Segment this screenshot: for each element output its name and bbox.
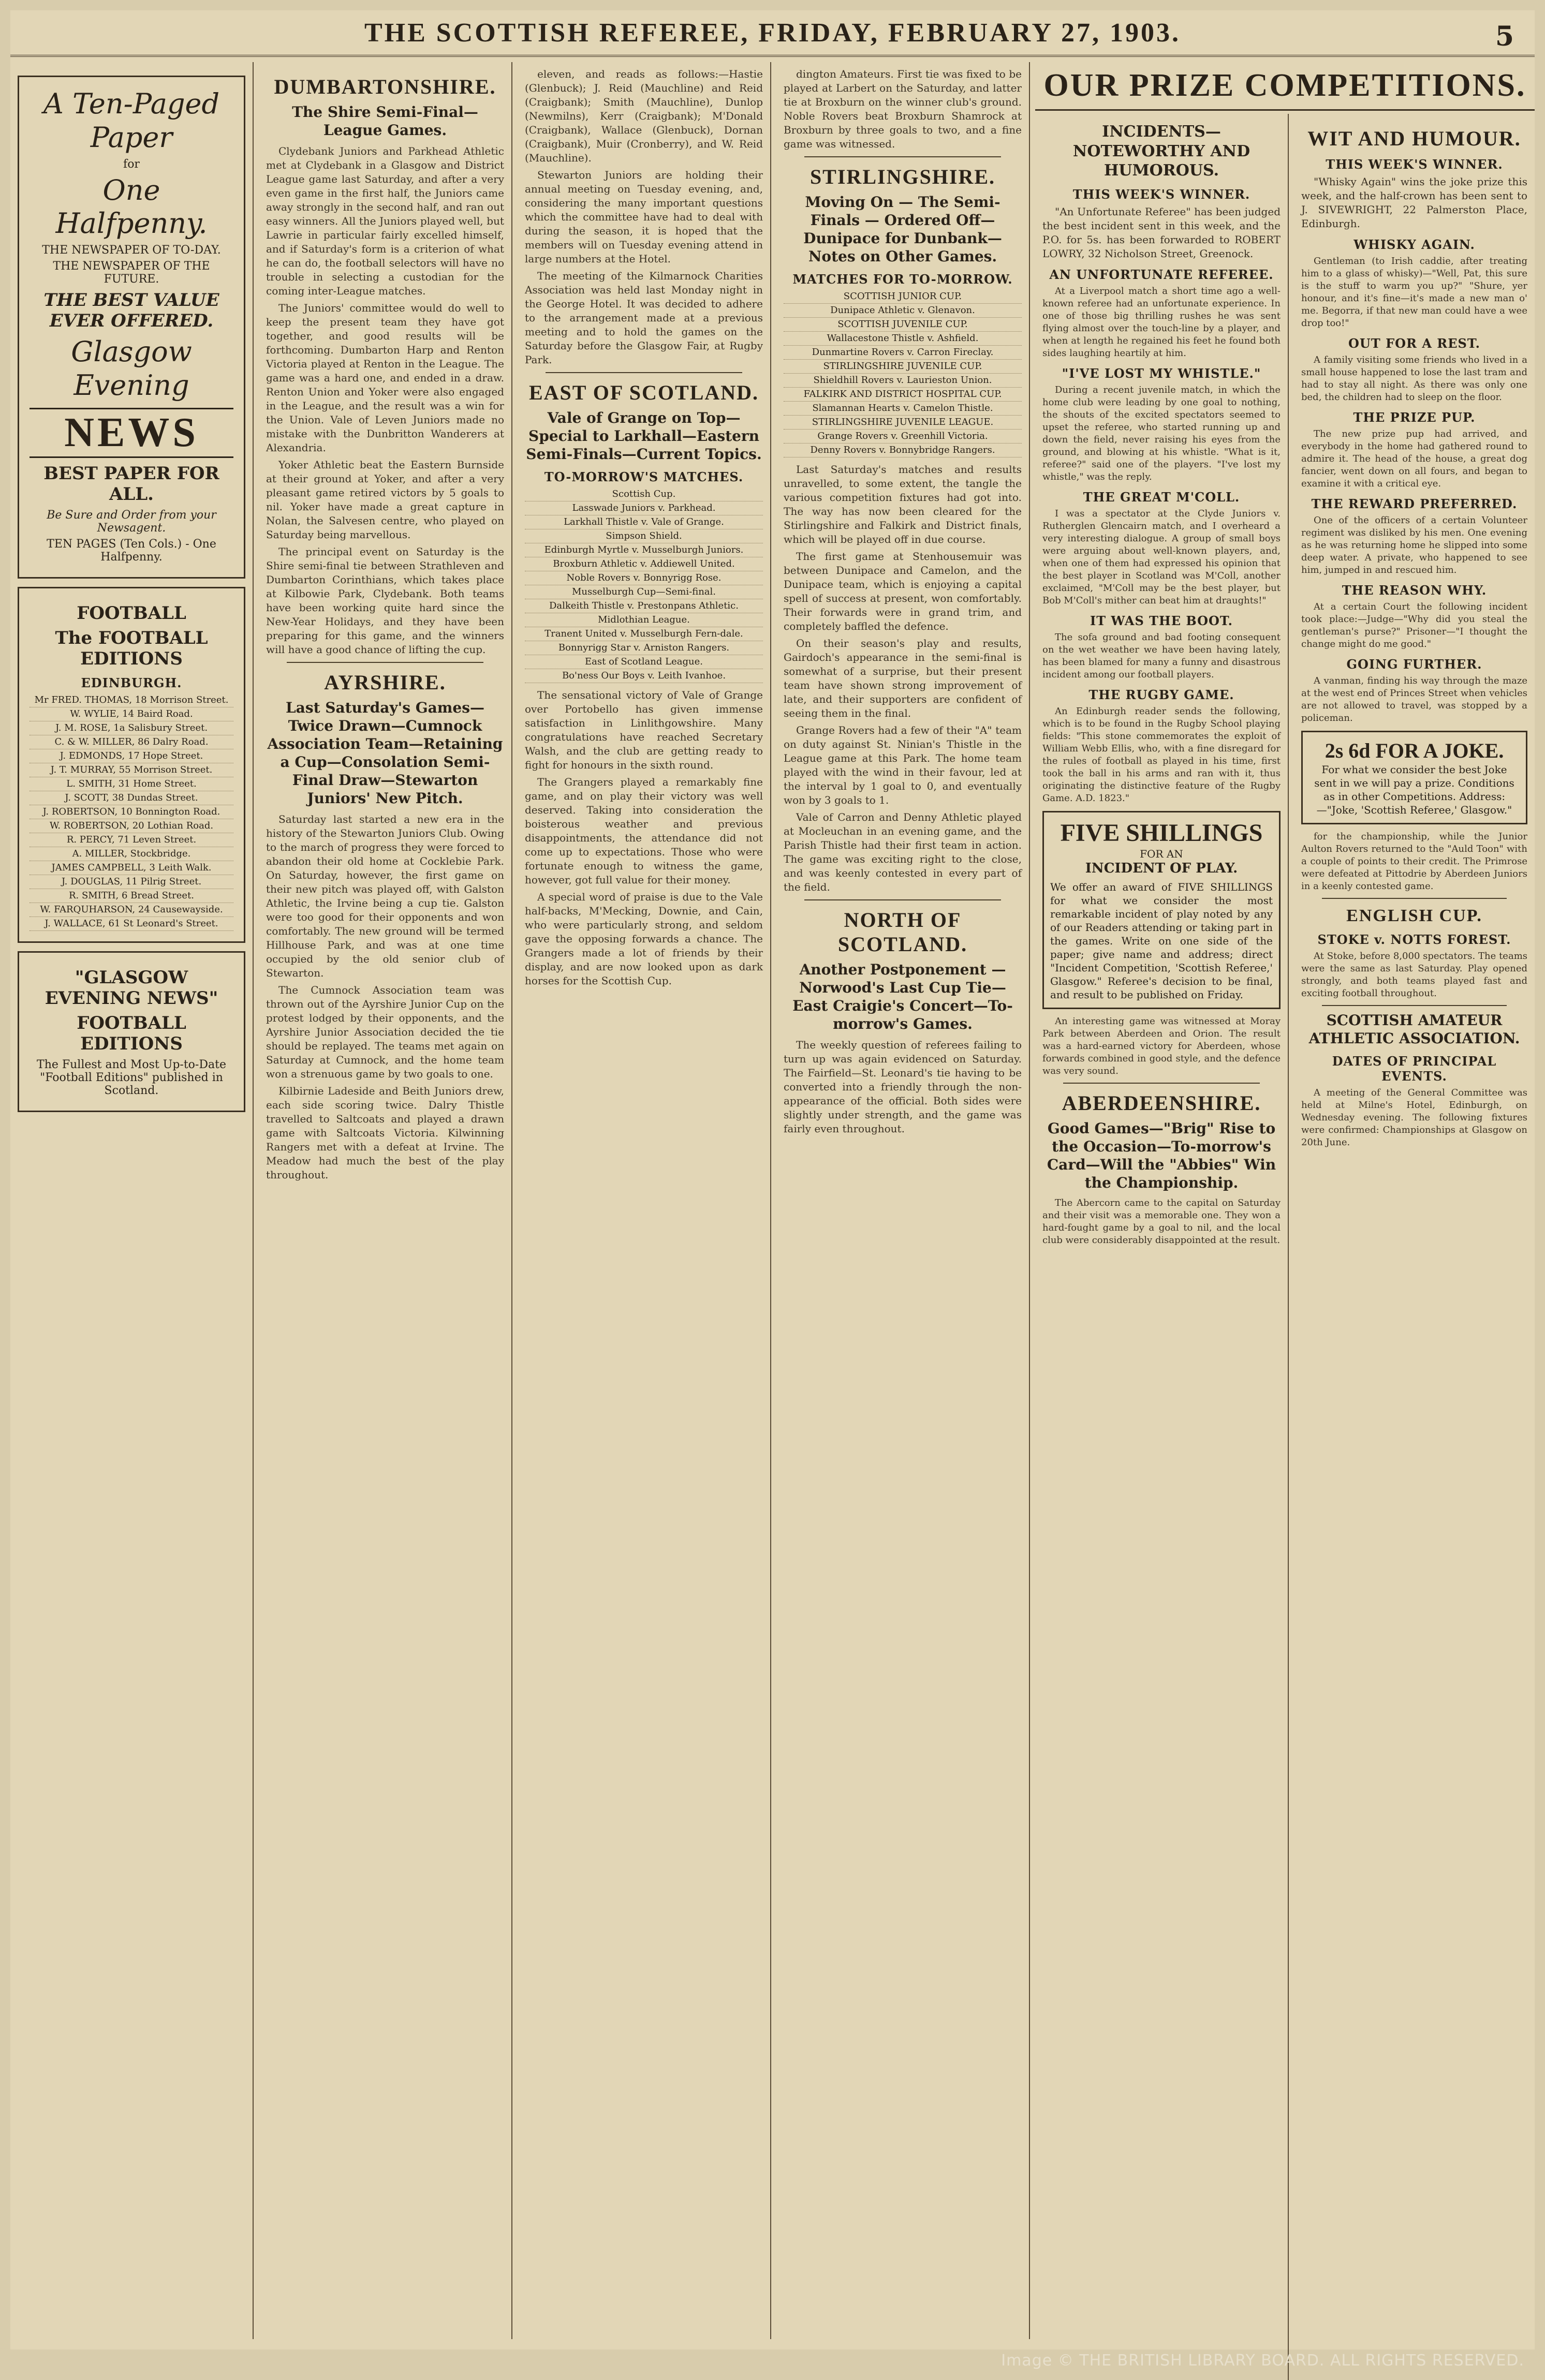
- ad-football-heading: The FOOTBALL EDITIONS: [55, 627, 208, 669]
- joke-heading: WHISKY AGAIN.: [1353, 237, 1475, 252]
- article-paragraph: Gentleman (to Irish caddie, after treating him to a glass of whisky)—"Well, Pat, this sure is the stuff to warm you up?" "Shure, yer honour, and it's fine—it's made a new man o' me. Begorra, if that new man could have a wee drop too!": [1301, 256, 1527, 329]
- section-heading-aberdeenshire: ABERDEENSHIRE.: [1062, 1091, 1261, 1115]
- ad-pages: TEN PAGES (Ten Cols.) - One Halfpenny.: [47, 537, 216, 564]
- article-paragraph: An Edinburgh reader sends the following, which is to be found in the Rugby School playing fields: "This stone commemorates the exploit of William Webb Ellis, who, with a fine disregard for the rules of football as played in his time, first took the ball in his arms and ran with it, thus originating the distinctive feature of the Rugby Game. A.D. 1823.": [1042, 705, 1281, 804]
- fixture-item: FALKIRK AND DISTRICT HOSPITAL CUP.: [784, 388, 1022, 402]
- events-heading: DATES OF PRINCIPAL EVENTS.: [1332, 1054, 1497, 1084]
- article-paragraph: I was a spectator at the Clyde Juniors v. Rutherglen Glencairn match, and I overheard a very interesting dialogue. A group of small boys were arguing about well-known players, and, when one of them had expressed his opinion that the best player in Scotland was M'Coll, another exclaimed, "M'Coll may be the best player, but Bob M'Coll's mither can beat him at draughts!": [1042, 508, 1281, 606]
- article-paragraph: Stewarton Juniors are holding their annual meeting on Tuesday evening, and, considering the many important questions which the committee have had to deal with during the season, it is hoped that the members will on Tuesday evening attend in large numbers at the Hotel.: [525, 169, 763, 265]
- prize-title: INCIDENT OF PLAY.: [1085, 860, 1238, 876]
- column-6: [1294, 114, 1535, 2380]
- ad-glasgow-evening: Glasgow Evening: [71, 335, 192, 402]
- story-heading: AN UNFORTUNATE REFEREE.: [1049, 267, 1274, 282]
- article-paragraph: The Grangers played a remarkably fine game, and on play their victory was well deserved. Taking into consideration the boisterous weather and previous disappointments, the attendance did not come up to expectations. Those who were fortunate enough to witness the game, however, got full value for their money.: [525, 776, 763, 886]
- fixture-item: Midlothian League.: [525, 613, 763, 627]
- wit-humour-heading: WIT AND HUMOUR.: [1307, 127, 1521, 150]
- fixture-item: STIRLINGSHIRE JUVENILE LEAGUE.: [784, 416, 1022, 430]
- fixture-item: Bonnyrigg Star v. Arniston Rangers.: [525, 641, 763, 655]
- article-paragraph: The sofa ground and bad footing consequent on the wet weather we have been having lately, has been blamed for many a funny and disastrous incident among our football players.: [1042, 631, 1281, 680]
- fixture-item: STIRLINGSHIRE JUVENILE CUP.: [784, 360, 1022, 374]
- article-paragraph: Saturday last started a new era in the history of the Stewarton Juniors Club. Owing to the march of progress they were forced to abandon their old home at Cocklebie Park. On Saturday, however, the first game on their new pitch was played off, with Galston Athletic, the Irvine being a cup tie. Galston were too good for their opponents and won comfortably. The new ground will be termed Hillhouse Park, and was at one time occupied by the old senior club of Stewarton.: [266, 813, 504, 979]
- ad-order: Be Sure and Order from your Newsagent.: [47, 508, 216, 535]
- joke-heading: THE PRIZE PUP.: [1353, 410, 1476, 425]
- article-paragraph: The Cumnock Association team was thrown out of the Ayrshire Junior Cup on the protest lodged by their opponents, and the Ayrshire Junior Association decided the tie should be replayed. The teams met again on Saturday at Cumnock, and the home team won a strenuous game by two goals to one.: [266, 984, 504, 1080]
- ad3-title: "GLASGOW EVENING NEWS": [45, 967, 218, 1009]
- agent-item: J. SCOTT, 38 Dundas Street.: [30, 791, 233, 805]
- article-paragraph: A meeting of the General Committee was held at Milne's Hotel, Edinburgh, on Wednesday evening. The following fixtures were confirmed: Championships at Glasgow on 20th June.: [1301, 1087, 1527, 1148]
- fixture-item: Shieldhill Rovers v. Laurieston Union.: [784, 374, 1022, 388]
- prize-description: We offer an award of FIVE SHILLINGS for what we consider the most remarkable incident of play noted by any of our Readers attending or taking part in the games. Write on one side of the paper; give name and address; direct "Incident Competition, 'Scottish Referee,' Glasgow." Referee's decision to be final, and result to be published on Friday.: [1050, 880, 1273, 1001]
- fixture-item: Slamannan Hearts v. Camelon Thistle.: [784, 402, 1022, 416]
- agent-item: Mr FRED. THOMAS, 18 Morrison Street.: [30, 693, 233, 707]
- agent-item: R. SMITH, 6 Bread Street.: [30, 889, 233, 903]
- agent-item: J. ROBERTSON, 10 Bonnington Road.: [30, 805, 233, 819]
- fixture-item: Grange Rovers v. Greenhill Victoria.: [784, 430, 1022, 444]
- article-paragraph: At a Liverpool match a short time ago a well-known referee had an unfortunate experience. In one of those big thrilling rushes he was sent flying almost over the touch-line by a player, and when at length he regained his feet he found both sides laughing heartily at him.: [1042, 285, 1281, 359]
- story-heading: THE GREAT M'COLL.: [1083, 489, 1240, 505]
- ad-tag-future: THE NEWSPAPER OF THE FUTURE.: [53, 260, 210, 286]
- section-subheading: The Shire Semi-Final—League Games.: [292, 104, 478, 139]
- section-subheading: Good Games—"Brig" Rise to the Occasion—To-morrow's Card—Will the "Abbies" Win the Championship.: [1047, 1119, 1276, 1191]
- section-heading-ayrshire: AYRSHIRE.: [324, 671, 446, 694]
- agent-item: W. FARQUHARSON, 24 Causewayside.: [30, 903, 233, 917]
- fixture-item: Scottish Cup.: [525, 487, 763, 501]
- story-heading: "I'VE LOST MY WHISTLE.": [1062, 365, 1261, 381]
- masthead: [10, 10, 1535, 57]
- ad-best-paper: BEST PAPER FOR ALL.: [43, 463, 219, 505]
- agent-item: L. SMITH, 31 Home Street.: [30, 777, 233, 791]
- fixture-item: Denny Rovers v. Bonnybridge Rangers.: [784, 444, 1022, 457]
- fixture-item: Broxburn Athletic v. Addiewell United.: [525, 557, 763, 571]
- joke-heading: THE REWARD PREFERRED.: [1311, 496, 1518, 511]
- agent-item: JAMES CAMPBELL, 3 Leith Walk.: [30, 861, 233, 875]
- story-heading: IT WAS THE BOOT.: [1090, 613, 1233, 628]
- football-editions-ad: [18, 587, 245, 943]
- section-subheading: Another Postponement — Norwood's Last Cup Tie—East Craigie's Concert—To-morrow's Games.: [792, 961, 1013, 1032]
- joke-heading: GOING FURTHER.: [1346, 657, 1482, 672]
- article-paragraph: At a certain Court the following incident took place:—Judge—"Why did you steal the gentleman's purse?" Prisoner—"I thought the change might do me good.": [1301, 601, 1527, 649]
- ad-for: for: [123, 157, 140, 171]
- article-paragraph: "Whisky Again" wins the joke prize this week, and the half-crown has been sent to J. SIVEWRIGHT, 22 Palmerston Place, Edinburgh.: [1301, 175, 1527, 230]
- fixture-item: Wallacestone Thistle v. Ashfield.: [784, 332, 1022, 346]
- section-subheading: Last Saturday's Games—Twice Drawn—Cumnock Association Team—Retaining a Cup—Consolation Semi-Final Draw—Stewarton Juniors' New Pitch.: [267, 699, 503, 807]
- section-heading-east: EAST OF SCOTLAND.: [528, 381, 759, 404]
- ad3-desc: The Fullest and Most Up-to-Date "Football Editions" published in Scotland.: [37, 1058, 226, 1097]
- masthead-title: THE SCOTTISH REFEREE, FRIDAY, FEBRUARY 27, 1903.: [364, 18, 1181, 48]
- fixture-item: Larkhall Thistle v. Vale of Grange.: [525, 515, 763, 529]
- fixture-item: SCOTTISH JUVENILE CUP.: [784, 318, 1022, 332]
- fixtures-list: [525, 487, 763, 683]
- prize-competitions-heading: OUR PRIZE COMPETITIONS.: [1043, 68, 1526, 103]
- copyright-credit: Image © THE BRITISH LIBRARY BOARD. ALL RIGHTS RESERVED.: [1001, 2352, 1524, 2370]
- fixture-item: Dalkeith Thistle v. Prestonpans Athletic.: [525, 599, 763, 613]
- fixtures-heading: TO-MORROW'S MATCHES.: [544, 469, 744, 484]
- article-paragraph: The weekly question of referees failing to turn up was again evidenced on Saturday. The Fairfield—St. Leonard's tie having to be converted into a friendly through the non-appearance of the official. Both sides were slightly under strength, and the game was fairly even throughout.: [784, 1039, 1022, 1135]
- divider: [546, 372, 742, 373]
- column-1: [10, 62, 254, 2339]
- article-paragraph: Last Saturday's matches and results unravelled, to some extent, the tangle the various competition fixtures had got into. The way has now been cleared for the Stirlingshire and Falkirk and District finals, which will be played off in due course.: [784, 463, 1022, 545]
- agent-item: W. ROBERTSON, 20 Lothian Road.: [30, 819, 233, 833]
- article-paragraph: Grange Rovers had a few of their "A" team on duty against St. Ninian's Thistle in the League game at this Park. The home team played with the wind in their favour, led at the interval by 1 goal to 0, and eventually won by 3 goals to 1.: [784, 724, 1022, 806]
- ad-news: NEWS: [30, 408, 233, 458]
- fixture-item: East of Scotland League.: [525, 655, 763, 669]
- article-paragraph: On their season's play and results, Gairdoch's appearance in the semi-final is somewhat of a surprise, but their present team have shown strong improvement of late, and their supporters are confident of seeing them in the final.: [784, 637, 1022, 719]
- five-shillings-box: [1042, 811, 1281, 1009]
- fixture-item: Edinburgh Myrtle v. Musselburgh Juniors.: [525, 543, 763, 557]
- ad-halfpenny: One Halfpenny.: [55, 173, 208, 240]
- section-heading-north: NORTH OF SCOTLAND.: [837, 908, 968, 956]
- agents-list: [30, 693, 233, 931]
- fixture-item: SCOTTISH JUNIOR CUP.: [784, 290, 1022, 304]
- agent-item: J. M. ROSE, 1a Salisbury Street.: [30, 721, 233, 735]
- fixture-item: Dunmartine Rovers v. Carron Fireclay.: [784, 346, 1022, 360]
- agent-item: J. EDMONDS, 17 Hope Street.: [30, 749, 233, 763]
- story-heading: THE RUGBY GAME.: [1088, 687, 1234, 702]
- article-paragraph: eleven, and reads as follows:—Hastie (Glenbuck); J. Reid (Mauchline) and Reid (Craigbank); Smith (Mauchline), Dunlop (Newmilns), Kerr (Craigbank); M'Donald (Craigbank), Wallace (Glenbuck), Dornan (Craigbank), Muir (Cronberry), and W. Reid (Mauchline).: [525, 68, 763, 164]
- joke-heading: OUT FOR A REST.: [1348, 336, 1480, 351]
- column-3: [518, 62, 771, 2339]
- ad-best-value: THE BEST VALUE EVER OFFERED.: [43, 290, 219, 332]
- article-paragraph: The first game at Stenhousemuir was between Dunipace and Camelon, and the Dunipace team, which is enjoying a capital spell of success at present, won comfortably. Their forwards were in grand trim, and completely baffled the defence.: [784, 550, 1022, 632]
- week-winner-heading: THIS WEEK'S WINNER.: [1326, 157, 1503, 172]
- article-paragraph: dington Amateurs. First tie was fixed to be played at Larbert on the Saturday, and latter tie at Broxburn on the winner club's ground. Noble Rovers beat Broxburn Shamrock at Broxburn by three goals to two, and a fine game was witnessed.: [784, 68, 1022, 150]
- ad-tag-today: THE NEWSPAPER OF TO-DAY.: [42, 244, 221, 257]
- week-winner-heading: THIS WEEK'S WINNER.: [1072, 186, 1250, 202]
- page-number: 5: [1495, 21, 1514, 52]
- agent-item: J. DOUGLAS, 11 Pilrig Street.: [30, 875, 233, 889]
- fixture-item: Simpson Shield.: [525, 529, 763, 543]
- article-paragraph: "An Unfortunate Referee" has been judged the best incident sent in this week, and the P.O. for 5s. has been forwarded to ROBERT LOWRY, 32 Nicholson Street, Greenock.: [1042, 205, 1281, 260]
- article-paragraph: A family visiting some friends who lived in a small house happened to lose the last tram and had to stay all night. As there was only one bed, the children had to sleep on the floor.: [1301, 354, 1527, 403]
- newspaper-page: [10, 10, 1535, 2349]
- article-paragraph: Clydebank Juniors and Parkhead Athletic met at Clydebank in a Glasgow and District League game last Saturday, and after a very even game in the first half, the Juniors came away strongly in the second half, and ran out easy winners. All the Juniors played well, but Lawrie in particular fairly excelled himself, and if Saturday's form is a criterion of what he can do, the football selectors will have no trouble in selecting a custodian for the coming inter-League matches.: [266, 145, 504, 297]
- article-paragraph: One of the officers of a certain Volunteer regiment was disliked by his men. One evening as he was returning home he slipped into some deep water. A private, who happened to see him, jumped in and rescued him.: [1301, 515, 1527, 575]
- joke-heading: THE REASON WHY.: [1342, 583, 1487, 598]
- article-paragraph: for the championship, while the Junior Aulton Rovers returned to the "Auld Toon" with a couple of points to their credit. The Primrose were defeated at Pittodrie by Aberdeen Juniors in a keenly contested game.: [1301, 831, 1527, 892]
- fixture-item: Tranent United v. Musselburgh Fern-dale.: [525, 627, 763, 641]
- english-cup-heading: ENGLISH CUP.: [1346, 906, 1482, 925]
- fixture-item: Lasswade Juniors v. Parkhead.: [525, 501, 763, 515]
- agent-item: A. MILLER, Stockbridge.: [30, 847, 233, 861]
- joke-prize-amount: 2s 6d FOR A JOKE.: [1325, 739, 1504, 762]
- agent-item: C. & W. MILLER, 86 Dalry Road.: [30, 735, 233, 749]
- fixture-item: Bo'ness Our Boys v. Leith Ivanhoe.: [525, 669, 763, 683]
- prize-competitions-banner: [1035, 62, 1535, 111]
- fixture-item: Dunipace Athletic v. Glenavon.: [784, 304, 1022, 318]
- article-paragraph: Vale of Carron and Denny Athletic played at Mocleuchan in an evening game, and the Parish Thistle had their first team in action. The game was exciting right to the close, and was keenly contested in every part of the field.: [784, 811, 1022, 893]
- divider: [1322, 898, 1507, 899]
- evening-news-ad: [18, 76, 245, 579]
- ad-football-label: FOOTBALL: [77, 602, 186, 624]
- section-heading-dumbartonshire: DUMBARTONSHIRE.: [274, 75, 496, 98]
- column-5: [1035, 114, 1289, 2380]
- article-paragraph: At Stoke, before 8,000 spectators. The teams were the same as last Saturday. Play opened strongly, and both teams played fast and exciting football throughout.: [1301, 951, 1527, 999]
- divider: [1322, 1005, 1507, 1006]
- incidents-heading: INCIDENTS—NOTEWORTHY AND HUMOROUS.: [1072, 123, 1250, 180]
- article-paragraph: The Abercorn came to the capital on Saturday and their visit was a memorable one. They won a hard-fought game by a goal to nil, and the local club were considerably disappointed at the result.: [1042, 1197, 1281, 1246]
- joke-prize-description: For what we consider the best Joke sent in we will pay a prize. Conditions as in other Competitions. Address:—"Joke, 'Scottish Referee,' Glasgow.": [1314, 763, 1514, 816]
- fixtures-list: [784, 290, 1022, 457]
- article-paragraph: The new prize pup had arrived, and everybody in the home had gathered round to admire it. The head of the house, a great dog fancier, went down on all fours, and began to examine it with a critical eye.: [1301, 428, 1527, 489]
- article-paragraph: An interesting game was witnessed at Moray Park between Aberdeen and Orion. The result was a hard-earned victory for Aberdeen, whose forwards combined in good style, and the defence was very sound.: [1042, 1015, 1281, 1076]
- fixture-item: Noble Rovers v. Bonnyrigg Rose.: [525, 571, 763, 585]
- divider: [1063, 1083, 1260, 1084]
- article-paragraph: The principal event on Saturday is the Shire semi-final tie between Strathleven and Dumbarton Corinthians, which takes place at Kilbowie Park, Clydebank. Both teams have been working quite hard since the New-Year Holidays, and they have been preparing for this game, and the winners will have a good chance of lifting the cup.: [266, 545, 504, 656]
- article-paragraph: The sensational victory of Vale of Grange over Portobello has given immense satisfaction in Linlithgowshire. Many congratulations have reached Secretary Walsh, and the club are getting ready to fight for honours in the sixth round.: [525, 689, 763, 771]
- agent-item: J. WALLACE, 61 St Leonard's Street.: [30, 917, 233, 931]
- football-editions-ad-2: [18, 951, 245, 1112]
- section-subheading: Vale of Grange on Top—Special to Larkhall—Eastern Semi-Finals—Current Topics.: [526, 409, 762, 463]
- article-paragraph: The meeting of the Kilmarnock Charities Association was held last Monday night in the George Hotel. It was decided to adhere to the arrangement made at a previous meeting and to hold the games on the Saturday before the Glasgow Fair, at Rugby Park.: [525, 270, 763, 366]
- article-paragraph: A special word of praise is due to the Vale half-backs, M'Mecking, Downie, and Cain, who were particularly strong, and seldom gave the opposing forwards a chance. The Grangers made a lot of friends by their display, and are now looked upon as dark horses for the Scottish Cup.: [525, 891, 763, 987]
- article-paragraph: Yoker Athletic beat the Eastern Burnside at their ground at Yoker, and after a very pleasant game retired victors by 5 goals to nil. Yoker have made a great capture in Nolan, the Salvesen centre, who played on Saturday being marvellous.: [266, 459, 504, 541]
- section-heading-stirlingshire: STIRLINGSHIRE.: [810, 165, 996, 188]
- match-heading: STOKE v. NOTTS FOREST.: [1317, 932, 1511, 947]
- agent-item: R. PERCY, 71 Leven Street.: [30, 833, 233, 847]
- divider: [804, 899, 1001, 900]
- agent-item: J. T. MURRAY, 55 Morrison Street.: [30, 763, 233, 777]
- ad-tenpaged: A Ten-Paged Paper: [43, 87, 220, 154]
- article-paragraph: A vanman, finding his way through the maze at the west end of Princes Street when vehicles are not allowed to travel, was stopped by a policeman.: [1301, 675, 1527, 723]
- agent-item: W. WYLIE, 14 Baird Road.: [30, 707, 233, 721]
- article-paragraph: During a recent juvenile match, in which the home club were leading by one goal to nothing, the shouts of the excited spectators seemed to upset the referee, who started running up and down the field, never raising his eyes from the ground, and blowing at his whistle. "What is it, referee?" said one of the players. "I've lost my whistle," was the reply.: [1042, 384, 1281, 482]
- prize-amount: FIVE SHILLINGS: [1060, 819, 1263, 847]
- column-2: [259, 62, 512, 2339]
- column-4: [776, 62, 1030, 2339]
- fixtures-heading: MATCHES FOR TO-MORROW.: [792, 272, 1013, 287]
- ad3-subtitle: FOOTBALL EDITIONS: [77, 1012, 186, 1054]
- article-paragraph: Kilbirnie Ladeside and Beith Juniors drew, each side scoring twice. Dalry Thistle travelled to Saltcoats and played a drawn game with Saltcoats Victoria. Kilwinning Rangers met with a defeat at Irvine. The Meadow had much the best of the play throughout.: [266, 1085, 504, 1181]
- agents-heading: EDINBURGH.: [81, 675, 182, 690]
- prize-for: FOR AN: [1140, 847, 1183, 860]
- joke-prize-box: [1301, 731, 1527, 824]
- fixture-item: Musselburgh Cup—Semi-final.: [525, 585, 763, 599]
- athletic-association-heading: SCOTTISH AMATEUR ATHLETIC ASSOCIATION.: [1308, 1012, 1520, 1047]
- article-paragraph: The Juniors' committee would do well to keep the present team they have got together, and good results will be forthcoming. Dumbarton Harp and Renton Victoria played at Renton in the League. The game was a hard one, and ended in a draw. Renton Union and Yoker were also engaged in the League, and the result was a win for the Union. Vale of Leven Juniors made no mistake with the Dunbritton Wanderers at Alexandria.: [266, 302, 504, 454]
- divider: [287, 662, 483, 663]
- divider: [804, 156, 1001, 157]
- section-subheading: Moving On — The Semi-Finals — Ordered Off—Dunipace for Dunbank—Notes on Other Games.: [803, 194, 1002, 265]
